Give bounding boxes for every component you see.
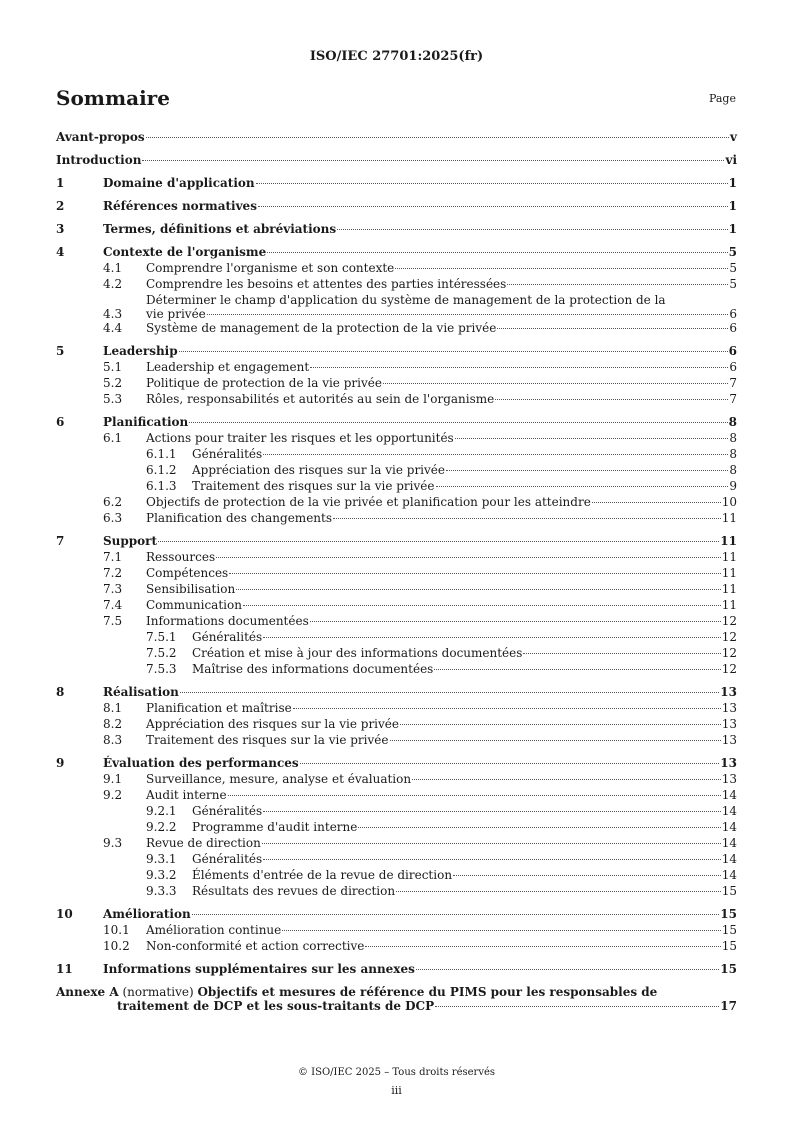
toc-entry-title: Système de management de la protection de la vie privée xyxy=(146,321,497,335)
dot-leader xyxy=(179,351,728,352)
dot-leader xyxy=(142,160,724,161)
toc-entry-title: Généralités xyxy=(192,852,263,866)
toc-entry-number: 6.3 xyxy=(103,511,123,525)
dot-leader xyxy=(146,137,729,138)
toc-entry[interactable] xyxy=(56,939,737,955)
dot-leader xyxy=(400,724,721,725)
toc-entry-page: 13 xyxy=(720,685,737,699)
toc-entry-number: 4.1 xyxy=(103,261,123,275)
toc-entry[interactable] xyxy=(56,392,737,408)
toc-entry-number: 10 xyxy=(56,907,73,921)
toc-entry-number: 5.2 xyxy=(103,376,123,390)
toc-entry[interactable] xyxy=(56,820,737,836)
toc-entry-number: 5.1 xyxy=(103,360,123,374)
page-title: Sommaire xyxy=(56,86,170,110)
dot-leader xyxy=(258,206,728,207)
toc-entry-title: Audit interne xyxy=(146,788,227,802)
dot-leader xyxy=(192,914,720,915)
toc-entry[interactable] xyxy=(56,550,737,566)
toc-entry-title: Généralités xyxy=(192,804,263,818)
dot-leader xyxy=(455,438,729,439)
toc-entry-title: Amélioration xyxy=(103,907,191,921)
toc-entry-page: 11 xyxy=(721,511,737,525)
copyright-footer: © ISO/IEC 2025 – Tous droits réservés xyxy=(297,1067,496,1078)
toc-entry[interactable] xyxy=(56,788,737,804)
toc-entry-title: Ressources xyxy=(146,550,216,564)
toc-entry-title: Politique de protection de la vie privée xyxy=(146,376,382,390)
toc-entry-number: 7 xyxy=(56,534,65,548)
toc-entry[interactable] xyxy=(56,907,737,923)
toc-entry-number: 9.3.2 xyxy=(146,868,177,882)
dot-leader xyxy=(263,859,721,860)
toc-entry-title: Domaine d'application xyxy=(103,176,255,190)
toc-entry-number: 4.4 xyxy=(103,321,123,335)
toc-entry-page: 1 xyxy=(728,199,737,213)
toc-entry-title: Leadership et engagement xyxy=(146,360,310,374)
toc-entry-title: Évaluation des performances xyxy=(103,756,299,770)
toc-entry-page: 1 xyxy=(728,222,737,236)
toc-entry-page: 11 xyxy=(721,598,737,612)
dot-leader xyxy=(592,502,721,503)
toc-entry-number: 9.2.1 xyxy=(146,804,177,818)
toc-entry[interactable] xyxy=(56,431,737,447)
toc-entry-title: Amélioration continue xyxy=(146,923,282,937)
dot-leader xyxy=(446,470,728,471)
toc-entry-title: Surveillance, mesure, analyse et évaluation xyxy=(146,772,412,786)
toc-entry-title: Références normatives xyxy=(103,199,257,213)
toc-entry-title: Sensibilisation xyxy=(146,582,236,596)
toc-entry-number: 6.2 xyxy=(103,495,123,509)
toc-entry[interactable] xyxy=(56,717,737,733)
toc-entry-page: 1 xyxy=(728,176,737,190)
dot-leader xyxy=(453,875,721,876)
toc-entry-number: 5.3 xyxy=(103,392,123,406)
toc-entry[interactable] xyxy=(56,646,737,662)
table-of-contents xyxy=(56,130,737,1013)
toc-entry-title: Généralités xyxy=(192,630,263,644)
toc-entry-title: Réalisation xyxy=(103,685,179,699)
dot-leader xyxy=(228,795,721,796)
toc-entry-number: 7.4 xyxy=(103,598,123,612)
annex-kind: (normative) xyxy=(122,985,194,999)
toc-entry-page: 12 xyxy=(721,662,737,676)
toc-entry[interactable] xyxy=(56,153,737,169)
toc-entry[interactable] xyxy=(56,804,737,820)
toc-entry[interactable] xyxy=(56,566,737,582)
toc-entry[interactable] xyxy=(56,360,737,376)
dot-leader xyxy=(523,653,720,654)
toc-entry-title: Généralités xyxy=(192,447,263,461)
toc-entry-page: 17 xyxy=(720,999,737,1013)
toc-entry-page: 14 xyxy=(721,804,737,818)
toc-entry-number: 7.5.1 xyxy=(146,630,177,644)
toc-entry-title: Traitement des risques sur la vie privée xyxy=(192,479,435,493)
toc-entry-number: 8.2 xyxy=(103,717,123,731)
dot-leader xyxy=(497,328,728,329)
toc-entry-page: 15 xyxy=(721,884,737,898)
toc-entry[interactable] xyxy=(56,222,737,238)
dot-leader xyxy=(495,399,728,400)
toc-entry-title: Avant-propos xyxy=(56,130,145,144)
toc-entry-number: 9.3 xyxy=(103,836,123,850)
toc-entry-title: Actions pour traiter les risques et les opportunités xyxy=(146,431,454,445)
toc-entry-number: 5 xyxy=(56,344,65,358)
toc-entry-number: 6.1 xyxy=(103,431,123,445)
dot-leader xyxy=(310,367,728,368)
toc-entry-number: 9.3.3 xyxy=(146,884,177,898)
toc-entry-page: 10 xyxy=(721,495,737,509)
toc-entry[interactable] xyxy=(56,130,737,146)
toc-entry[interactable] xyxy=(56,463,737,479)
toc-entry-number: 7.2 xyxy=(103,566,123,580)
dot-leader xyxy=(189,422,727,423)
toc-entry[interactable] xyxy=(56,534,737,550)
toc-entry[interactable] xyxy=(56,447,737,463)
toc-entry[interactable] xyxy=(56,415,737,431)
toc-entry[interactable] xyxy=(56,277,737,293)
toc-entry-page: v xyxy=(730,130,737,144)
toc-entry-title: Appréciation des risques sur la vie privée xyxy=(146,717,399,731)
toc-entry-number: 7.5.3 xyxy=(146,662,177,676)
toc-entry-page: 5 xyxy=(728,245,737,259)
toc-entry-number: 3 xyxy=(56,222,65,236)
dot-leader xyxy=(229,573,721,574)
toc-entry-title: Maîtrise des informations documentées xyxy=(192,662,434,676)
toc-entry[interactable] xyxy=(56,495,737,511)
toc-entry[interactable] xyxy=(56,321,737,337)
toc-entry-page: 6 xyxy=(729,360,737,374)
toc-entry-number: 7.5 xyxy=(103,614,123,628)
dot-leader xyxy=(436,486,729,487)
toc-entry[interactable] xyxy=(56,884,737,900)
annex-title-cont: traitement de DCP et les sous-traitants de DCP xyxy=(117,999,435,1013)
toc-entry[interactable] xyxy=(56,662,737,678)
dot-leader xyxy=(383,383,728,384)
toc-entry-number: 4.3 xyxy=(103,307,123,321)
toc-entry-number: 9.3.1 xyxy=(146,852,177,866)
dot-leader xyxy=(282,930,720,931)
toc-entry[interactable] xyxy=(56,733,737,749)
toc-entry-title: Leadership xyxy=(103,344,178,358)
dot-leader xyxy=(207,314,729,315)
toc-entry-title: Planification xyxy=(103,415,189,429)
toc-entry[interactable] xyxy=(56,772,737,788)
page-number: iii xyxy=(391,1084,402,1097)
toc-entry[interactable] xyxy=(56,511,737,527)
dot-leader xyxy=(263,637,721,638)
toc-entry-page: 14 xyxy=(721,820,737,834)
toc-entry[interactable] xyxy=(56,176,737,192)
toc-entry-title: Programme d'audit interne xyxy=(192,820,358,834)
dot-leader xyxy=(416,969,719,970)
dot-leader xyxy=(390,740,721,741)
toc-entry-number: 7.3 xyxy=(103,582,123,596)
toc-entry-number: 9.1 xyxy=(103,772,123,786)
toc-entry-title: Traitement des risques sur la vie privée xyxy=(146,733,389,747)
toc-entry-title: Comprendre l'organisme et son contexte xyxy=(146,261,395,275)
toc-entry-number: 10.1 xyxy=(103,923,130,937)
dot-leader xyxy=(216,557,721,558)
toc-entry-wrapped-title xyxy=(146,293,737,321)
toc-entry-page: 8 xyxy=(728,415,737,429)
toc-entry[interactable] xyxy=(56,261,737,277)
toc-entry[interactable] xyxy=(56,614,737,630)
toc-entry-title: Non-conformité et action corrective xyxy=(146,939,365,953)
toc-entry[interactable] xyxy=(56,868,737,884)
toc-entry-title: Rôles, responsabilités et autorités au sein de l'organisme xyxy=(146,392,495,406)
dot-leader xyxy=(337,229,728,230)
toc-entry-number: 4 xyxy=(56,245,65,259)
toc-entry-number: 4.2 xyxy=(103,277,123,291)
toc-entry-title: Introduction xyxy=(56,153,142,167)
toc-entry-title: Création et mise à jour des informations documentées xyxy=(192,646,523,660)
toc-entry-number: 9.2.2 xyxy=(146,820,177,834)
toc-entry-title: Planification des changements xyxy=(146,511,332,525)
dot-leader xyxy=(396,891,721,892)
dot-leader xyxy=(310,621,721,622)
document-header: ISO/IEC 27701:2025(fr) xyxy=(309,49,484,64)
toc-entry-page: 8 xyxy=(729,447,737,461)
toc-entry-title: Termes, définitions et abréviations xyxy=(103,222,337,236)
toc-entry-page: 15 xyxy=(721,939,737,953)
toc-entry-number: 8 xyxy=(56,685,65,699)
toc-entry-page: 14 xyxy=(721,836,737,850)
toc-entry-number: 7.1 xyxy=(103,550,123,564)
toc-entry-page: 14 xyxy=(721,852,737,866)
toc-entry-page: 9 xyxy=(729,479,737,493)
dot-leader xyxy=(333,518,721,519)
toc-entry-number: 9.2 xyxy=(103,788,123,802)
dot-leader xyxy=(300,763,720,764)
toc-entry-page: 12 xyxy=(721,630,737,644)
toc-entry-page: 12 xyxy=(721,646,737,660)
toc-entry-page: 11 xyxy=(721,582,737,596)
dot-leader xyxy=(507,284,728,285)
toc-entry-title: Résultats des revues de direction xyxy=(192,884,396,898)
dot-leader xyxy=(262,843,721,844)
toc-entry-title: Comprendre les besoins et attentes des parties intéressées xyxy=(146,277,507,291)
annex-label: Annexe A xyxy=(56,985,119,999)
toc-entry-number: 8.3 xyxy=(103,733,123,747)
toc-entry-number: 7.5.2 xyxy=(146,646,177,660)
dot-leader xyxy=(267,252,727,253)
toc-entry-title: Support xyxy=(103,534,158,548)
toc-entry-title: Appréciation des risques sur la vie privée xyxy=(192,463,445,477)
toc-entry-title: Contexte de l'organisme xyxy=(103,245,267,259)
toc-entry-page: 11 xyxy=(720,534,737,548)
toc-entry-title: Revue de direction xyxy=(146,836,261,850)
toc-entry-number: 6 xyxy=(56,415,65,429)
toc-entry-page: 11 xyxy=(721,550,737,564)
dot-leader xyxy=(293,708,721,709)
toc-entry-page: 6 xyxy=(728,344,737,358)
toc-entry-number: 6.1.2 xyxy=(146,463,177,477)
toc-entry-number: 2 xyxy=(56,199,65,213)
toc-entry-title: Informations supplémentaires sur les annexes xyxy=(103,962,415,976)
toc-entry-page: 6 xyxy=(729,307,737,321)
toc-entry-page: 15 xyxy=(720,907,737,921)
toc-entry[interactable] xyxy=(56,479,737,495)
toc-entry-number: 10.2 xyxy=(103,939,130,953)
toc-entry-number: 6.1.1 xyxy=(146,447,177,461)
toc-entry-title: Déterminer le champ d'application du système de management de la protection de la xyxy=(146,293,666,307)
toc-entry[interactable] xyxy=(56,962,737,978)
toc-entry-page: 5 xyxy=(729,261,737,275)
toc-entry-page: 7 xyxy=(729,376,737,390)
toc-entry-page: 5 xyxy=(729,277,737,291)
toc-entry-page: 13 xyxy=(721,717,737,731)
toc-entry[interactable] xyxy=(56,199,737,215)
toc-entry[interactable] xyxy=(56,293,737,321)
dot-leader xyxy=(395,268,728,269)
dot-leader xyxy=(180,692,719,693)
toc-entry[interactable] xyxy=(56,701,737,717)
toc-entry-page: 13 xyxy=(720,756,737,770)
toc-entry-page: 15 xyxy=(721,923,737,937)
toc-entry[interactable] xyxy=(56,852,737,868)
toc-entry[interactable] xyxy=(56,923,737,939)
toc-entry-title: Compétences xyxy=(146,566,229,580)
toc-entry-number: 1 xyxy=(56,176,65,190)
dot-leader xyxy=(263,811,721,812)
toc-entry-page: 14 xyxy=(721,788,737,802)
toc-entry-title: Éléments d'entrée de la revue de direction xyxy=(192,868,453,882)
toc-entry[interactable] xyxy=(56,836,737,852)
toc-entry[interactable] xyxy=(56,598,737,614)
toc-entry-page: 13 xyxy=(721,733,737,747)
toc-entry-number: 6.1.3 xyxy=(146,479,177,493)
dot-leader xyxy=(435,1006,719,1007)
toc-entry-title: Objectifs de protection de la vie privée et planification pour les atteindre xyxy=(146,495,591,509)
dot-leader xyxy=(158,541,719,542)
toc-entry[interactable] xyxy=(56,756,737,772)
toc-entry-page: 8 xyxy=(729,463,737,477)
toc-entry[interactable] xyxy=(56,630,737,646)
toc-entry-title: Communication xyxy=(146,598,242,612)
toc-entry-page: 6 xyxy=(729,321,737,335)
dot-leader xyxy=(243,605,721,606)
toc-entry-title-cont: vie privée xyxy=(146,307,206,321)
toc-entry-page: 15 xyxy=(720,962,737,976)
toc-entry-number: 9 xyxy=(56,756,65,770)
toc-entry-title: Informations documentées xyxy=(146,614,309,628)
toc-entry[interactable] xyxy=(56,582,737,598)
toc-entry[interactable] xyxy=(56,685,737,701)
toc-entry-page: 14 xyxy=(721,868,737,882)
toc-entry-page: 13 xyxy=(721,772,737,786)
toc-entry[interactable] xyxy=(56,344,737,360)
toc-entry-page: 12 xyxy=(721,614,737,628)
toc-entry[interactable] xyxy=(56,245,737,261)
toc-entry[interactable] xyxy=(56,376,737,392)
page-column-label: Page xyxy=(708,92,736,105)
dot-leader xyxy=(412,779,721,780)
toc-entry-page: 7 xyxy=(729,392,737,406)
dot-leader xyxy=(358,827,720,828)
dot-leader xyxy=(365,946,720,947)
dot-leader xyxy=(256,183,728,184)
toc-entry-title: Planification et maîtrise xyxy=(146,701,292,715)
toc-entry-number: 8.1 xyxy=(103,701,123,715)
dot-leader xyxy=(263,454,728,455)
toc-entry-page: 8 xyxy=(729,431,737,445)
toc-entry-annex[interactable] xyxy=(56,985,737,1013)
dot-leader xyxy=(236,589,721,590)
dot-leader xyxy=(434,669,720,670)
toc-entry-page: 13 xyxy=(721,701,737,715)
toc-entry-page: 11 xyxy=(721,566,737,580)
toc-entry-number: 11 xyxy=(56,962,73,976)
toc-entry-page: vi xyxy=(725,153,737,167)
annex-title: Objectifs et mesures de référence du PIMS pour les responsables de xyxy=(197,985,658,999)
